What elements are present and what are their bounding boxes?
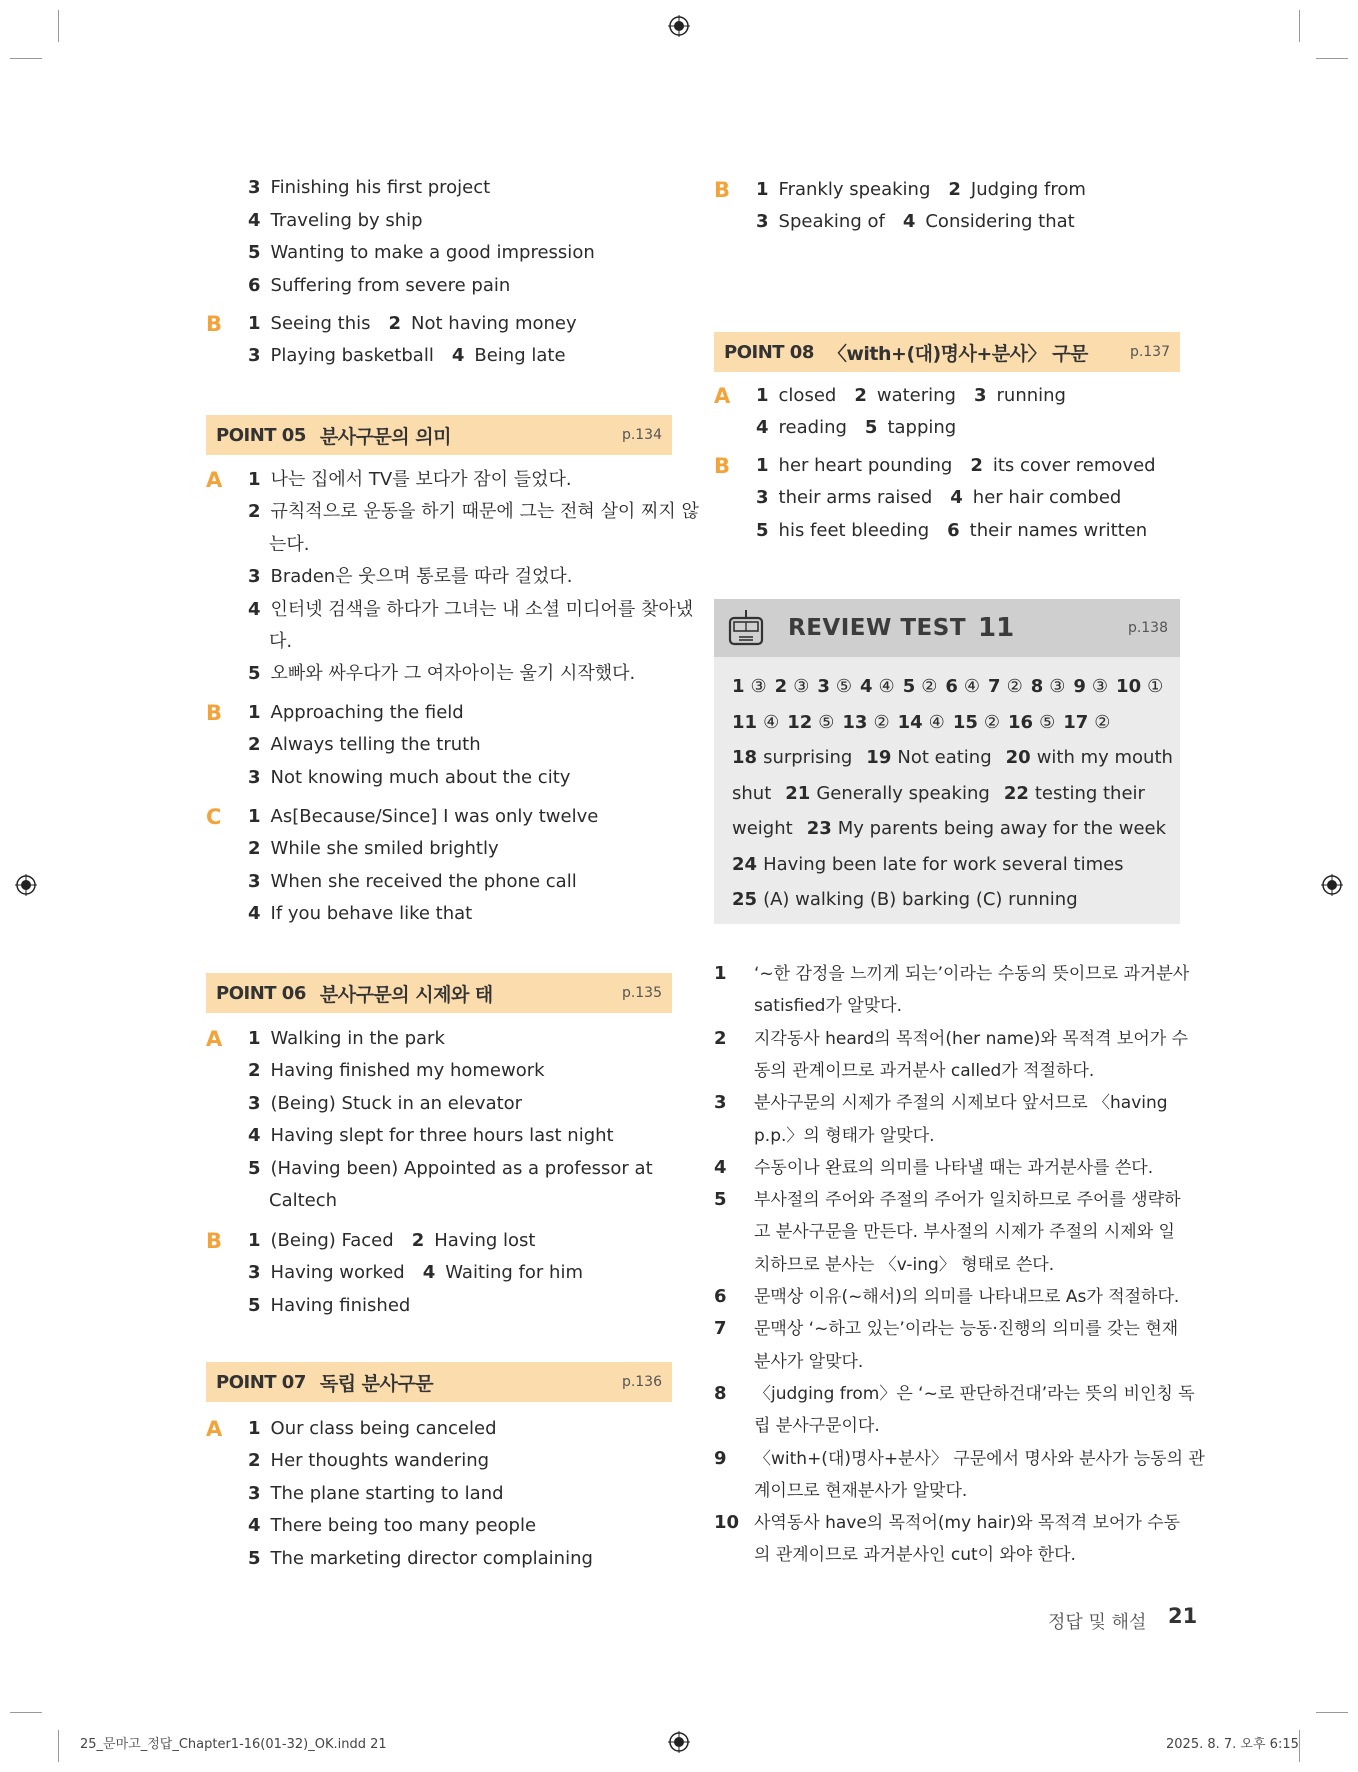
item-number: 24 xyxy=(732,853,758,875)
answer-line xyxy=(269,626,292,658)
crop-mark xyxy=(58,10,59,42)
item-number: 2 xyxy=(774,676,788,697)
answer-line xyxy=(248,1290,410,1322)
page-ref: p.137 xyxy=(1129,344,1170,360)
page-ref: p.135 xyxy=(621,985,662,1001)
answer-line xyxy=(248,1088,522,1120)
answer-line xyxy=(248,898,472,930)
answer-line xyxy=(248,1413,497,1445)
item-text: ② xyxy=(873,711,890,733)
item-number: 6 xyxy=(945,676,958,697)
review-number: 11 xyxy=(978,613,1015,643)
explanation-number: 2 xyxy=(714,1027,727,1049)
point-name: 분사구문의 시제와 태 xyxy=(319,983,493,1006)
item-text: shut xyxy=(732,782,772,804)
item-number: 2 xyxy=(248,734,261,756)
item-number: 4 xyxy=(248,1125,261,1147)
review-line xyxy=(732,882,1164,918)
item-number: 2 xyxy=(248,1060,261,1082)
item-text: Not having money xyxy=(411,313,577,334)
item-number: 4 xyxy=(902,211,916,232)
crop-mark xyxy=(1299,1730,1300,1762)
answer-line xyxy=(248,866,577,898)
item-number: 22 xyxy=(1003,782,1029,804)
item-text: ② xyxy=(983,711,1001,733)
answer-line xyxy=(248,1478,504,1510)
item-number: 15 xyxy=(952,711,978,733)
item-number: 5 xyxy=(864,417,878,438)
item-text: with my mouth xyxy=(1036,747,1173,768)
item-number: 1 xyxy=(248,469,261,490)
item-text: her heart pounding xyxy=(778,455,953,476)
item-text: their arms raised xyxy=(778,487,933,509)
answer-line xyxy=(269,529,310,561)
explanation-text: 치하므로 분사는 〈v-ing〉 형태로 쓴다. xyxy=(754,1254,1055,1275)
section-letter: B xyxy=(714,178,731,202)
item-number: 5 xyxy=(248,1157,261,1179)
item-number: 14 xyxy=(897,711,923,733)
explanation-text: 분사가 알맞다. xyxy=(754,1351,864,1372)
answer-line xyxy=(248,1023,445,1055)
item-number: 4 xyxy=(248,598,261,620)
item-text: ③ xyxy=(1049,676,1066,697)
item-number: 5 xyxy=(248,242,261,263)
answer-line xyxy=(248,496,699,528)
answer-line xyxy=(248,1543,593,1575)
item-text: Having been late for work several times xyxy=(763,853,1124,875)
item-text: ④ xyxy=(763,711,780,733)
item-text: While she smiled brightly xyxy=(270,838,499,860)
point-name: 독립 분사구문 xyxy=(319,1372,434,1395)
item-number: 3 xyxy=(248,1482,261,1504)
item-text: ③ xyxy=(1091,676,1109,697)
item-text: running xyxy=(996,385,1066,406)
item-number: 3 xyxy=(817,676,830,697)
answer-line xyxy=(248,172,490,204)
explanation-text: 부사절의 주어와 주절의 주어가 일치하므로 주어를 생략하 xyxy=(754,1190,1181,1211)
answer-line xyxy=(248,1510,536,1542)
item-number: 20 xyxy=(1005,747,1031,768)
item-text: ④ xyxy=(963,676,981,697)
item-text: Waiting for him xyxy=(445,1262,583,1284)
item-number: 2 xyxy=(248,501,261,523)
item-number: 10 xyxy=(1116,676,1142,697)
item-number: 1 xyxy=(248,1418,261,1439)
answer-line xyxy=(248,697,464,729)
item-number: 3 xyxy=(248,566,261,588)
answer-line xyxy=(248,833,499,865)
crop-mark xyxy=(58,1730,59,1762)
item-text: Finishing his first project xyxy=(270,177,491,198)
item-text: Traveling by ship xyxy=(270,209,423,231)
item-text: Having finished my homework xyxy=(270,1060,545,1082)
item-number: 3 xyxy=(248,1092,261,1114)
answer-line xyxy=(756,206,1075,238)
item-text: ⑤ xyxy=(835,676,853,697)
crop-mark xyxy=(1316,1712,1348,1713)
item-text: The plane starting to land xyxy=(270,1482,504,1504)
item-text: its cover removed xyxy=(992,455,1156,476)
item-text: 다. xyxy=(269,631,293,652)
item-text: tapping xyxy=(887,417,957,438)
page-ref: p.136 xyxy=(621,1374,662,1390)
registration-mark-icon xyxy=(668,1731,690,1753)
point-label: POINT 06 xyxy=(216,982,306,1004)
answer-line xyxy=(248,1153,653,1185)
item-number: 3 xyxy=(756,487,769,509)
item-number: 5 xyxy=(756,519,769,541)
item-text: their names written xyxy=(969,519,1148,541)
item-text: My parents being away for the week xyxy=(837,818,1167,839)
answer-line xyxy=(756,412,956,444)
review-line xyxy=(732,740,1173,776)
item-text: ② xyxy=(1094,711,1111,733)
item-text: ① xyxy=(1147,676,1164,697)
section-letter: A xyxy=(206,468,223,492)
item-text: 는다. xyxy=(269,533,310,555)
item-number: 4 xyxy=(756,417,769,438)
review-line xyxy=(732,669,1164,705)
review-test-answers xyxy=(714,657,1180,924)
answer-line xyxy=(248,658,635,690)
item-text: Our class being canceled xyxy=(270,1418,497,1439)
answer-line xyxy=(248,205,423,237)
explanation-text: 지각동사 heard의 목적어(her name)와 목적격 보어가 수 xyxy=(754,1028,1189,1049)
item-text: Having slept for three hours last night xyxy=(270,1125,614,1147)
item-number: 21 xyxy=(785,782,811,804)
answer-line xyxy=(248,594,693,626)
item-number: 9 xyxy=(1073,676,1086,697)
item-text: reading xyxy=(778,417,847,438)
point05-header xyxy=(206,415,672,455)
item-number: 25 xyxy=(732,889,758,910)
point-name: 분사구문의 의미 xyxy=(319,425,451,448)
explanation-number: 5 xyxy=(714,1189,727,1211)
explanation-number: 4 xyxy=(714,1156,727,1178)
item-number: 4 xyxy=(451,345,465,366)
registration-mark-icon xyxy=(1321,874,1343,896)
explanation-number: 6 xyxy=(714,1286,727,1307)
item-text: Her thoughts wandering xyxy=(270,1450,490,1472)
answer-line xyxy=(248,1225,535,1257)
item-text: ④ xyxy=(878,676,895,697)
item-number: 7 xyxy=(988,676,1001,697)
item-text: Having lost xyxy=(434,1230,536,1251)
review-title: REVIEW TEST xyxy=(788,615,967,641)
footer-section-title: 정답 및 해설 xyxy=(1048,1612,1147,1633)
answer-line xyxy=(756,482,1121,514)
explanation-text: 고 분사구문을 만든다. 부사절의 시제가 주절의 시제와 일 xyxy=(754,1222,1175,1243)
item-number: 17 xyxy=(1063,711,1089,733)
section-letter: A xyxy=(206,1417,223,1441)
item-text: Generally speaking xyxy=(816,782,990,804)
item-text: his feet bleeding xyxy=(778,519,930,541)
point06-header xyxy=(206,973,672,1013)
point07-header xyxy=(206,1362,672,1402)
item-number: 1 xyxy=(248,702,261,723)
explanation-number: 1 xyxy=(714,963,727,984)
answer-line xyxy=(248,308,577,340)
section-letter: A xyxy=(714,384,731,408)
explanation-text: 동의 관계이므로 과거분사 called가 적절하다. xyxy=(754,1060,1095,1081)
registration-mark-icon xyxy=(668,15,690,37)
item-number: 13 xyxy=(842,711,868,733)
item-number: 18 xyxy=(732,747,758,768)
section-letter: A xyxy=(206,1027,223,1051)
item-text: ⑤ xyxy=(818,711,835,733)
answer-line xyxy=(756,380,1066,412)
explanation-text: 〈with+(대)명사+분사〉 구문에서 명사와 분사가 능동의 관 xyxy=(754,1448,1205,1469)
explanation-text: 계이므로 현재분사가 알맞다. xyxy=(754,1480,968,1501)
item-text: (Being) Stuck in an elevator xyxy=(270,1092,523,1114)
answer-line xyxy=(756,174,1086,206)
review-line xyxy=(732,811,1167,847)
item-text: ④ xyxy=(928,711,945,733)
item-text: Approaching the field xyxy=(270,702,464,723)
answer-line xyxy=(756,450,1156,482)
item-text: (Having been) Appointed as a professor at xyxy=(270,1157,653,1179)
item-text: ③ xyxy=(750,676,767,697)
section-letter: B xyxy=(206,701,223,725)
item-number: 1 xyxy=(756,385,769,406)
item-number: 5 xyxy=(902,676,916,697)
item-number: 6 xyxy=(248,274,261,296)
item-text: ② xyxy=(1006,676,1023,697)
item-text: The marketing director complaining xyxy=(270,1547,593,1569)
explanation-text: 립 분사구문이다. xyxy=(754,1416,880,1437)
explanation-text: 수동이나 완료의 의미를 나타낼 때는 과거분사를 쓴다. xyxy=(754,1157,1154,1178)
page-number: 21 xyxy=(1168,1604,1198,1628)
crop-mark xyxy=(1316,58,1348,59)
item-text: (Being) Faced xyxy=(270,1230,394,1251)
item-text: 인터넷 검색을 하다가 그녀는 내 소셜 미디어를 찾아냈 xyxy=(270,598,694,620)
item-number: 19 xyxy=(866,747,892,768)
answer-line xyxy=(248,1445,489,1477)
answer-line xyxy=(248,1120,614,1152)
item-number: 5 xyxy=(248,663,261,685)
item-text: surprising xyxy=(763,747,853,768)
answer-line xyxy=(248,762,570,794)
item-number: 4 xyxy=(422,1262,436,1284)
item-number: 2 xyxy=(248,838,261,860)
explanation-text: 〈judging from〉은 ‘~로 판단하건대’라는 뜻의 비인칭 독 xyxy=(754,1383,1195,1404)
item-text: (A) walking (B) barking (C) running xyxy=(763,889,1078,910)
review-line xyxy=(732,847,1164,883)
explanation-number: 8 xyxy=(714,1382,727,1404)
item-number: 3 xyxy=(973,385,987,406)
point08-header xyxy=(714,332,1180,372)
item-number: 11 xyxy=(732,711,758,733)
item-number: 4 xyxy=(248,1515,261,1537)
page-ref: p.138 xyxy=(1127,620,1168,636)
explanation-text: 분사구문의 시제가 주절의 시제보다 앞서므로 〈having xyxy=(754,1093,1168,1114)
cable-car-icon xyxy=(726,610,766,646)
explanation-number: 10 xyxy=(714,1512,740,1534)
item-number: 2 xyxy=(948,179,961,200)
item-number: 1 xyxy=(248,313,261,334)
item-text: closed xyxy=(778,385,837,406)
item-text: ② xyxy=(921,676,938,697)
answer-line xyxy=(248,1257,583,1289)
item-text: There being too many people xyxy=(270,1515,537,1537)
item-text: ⑤ xyxy=(1039,711,1056,733)
item-text: Seeing this xyxy=(270,313,371,334)
item-number: 1 xyxy=(248,806,261,827)
item-text: 나는 집에서 TV를 보다가 잠이 들었다. xyxy=(270,469,572,490)
point-name: 〈with+(대)명사+분사〉 구문 xyxy=(827,342,1088,365)
answer-line xyxy=(269,1185,337,1217)
crop-mark xyxy=(10,58,42,59)
answer-line xyxy=(248,270,510,302)
item-text: testing their xyxy=(1034,782,1145,804)
item-text: Having finished xyxy=(270,1294,411,1316)
item-number: 2 xyxy=(248,1450,261,1472)
item-text: Not knowing much about the city xyxy=(270,766,571,788)
explanation-text: 사역동사 have의 목적어(my hair)와 목적격 보어가 수동 xyxy=(754,1513,1181,1534)
section-letter: B xyxy=(714,454,731,478)
item-number: 2 xyxy=(854,385,867,406)
item-number: 4 xyxy=(860,676,873,697)
explanation-number: 7 xyxy=(714,1318,727,1340)
item-number: 2 xyxy=(411,1230,425,1251)
item-text: 규칙적으로 운동을 하기 때문에 그는 전혀 살이 찌지 않 xyxy=(270,501,699,523)
item-number: 3 xyxy=(248,345,261,366)
item-text: Not eating xyxy=(897,747,992,768)
explanation-number: 3 xyxy=(714,1092,727,1114)
item-number: 4 xyxy=(950,487,963,509)
item-text: Speaking of xyxy=(778,211,885,232)
explanation-text: 의 관계이므로 과거분사인 cut이 와야 한다. xyxy=(754,1545,1076,1566)
item-text: Playing basketball xyxy=(270,345,434,366)
point-label: POINT 07 xyxy=(216,1371,306,1393)
explanation-text: 문맥상 ‘~하고 있는’이라는 능동·진행의 의미를 갖는 현재 xyxy=(754,1319,1179,1340)
explanation-text: p.p.〉의 형태가 알맞다. xyxy=(754,1125,935,1146)
item-text: When she received the phone call xyxy=(270,870,577,892)
item-number: 6 xyxy=(947,519,960,541)
item-number: 3 xyxy=(248,1262,261,1284)
item-text: 오빠와 싸우다가 그 여자아이는 울기 시작했다. xyxy=(270,663,636,685)
slug-date: 2025. 8. 7. 오후 6:15 xyxy=(1166,1737,1299,1752)
item-text: weight xyxy=(732,818,793,839)
answer-line xyxy=(248,464,572,496)
item-number: 1 xyxy=(756,179,769,200)
item-text: Walking in the park xyxy=(270,1028,445,1049)
item-text: Wanting to make a good impression xyxy=(270,242,595,263)
item-number: 1 xyxy=(248,1230,261,1251)
crop-mark xyxy=(10,1712,42,1713)
item-text: Being late xyxy=(474,345,566,366)
section-letter: B xyxy=(206,312,223,336)
item-number: 12 xyxy=(787,711,813,733)
review-test-header xyxy=(714,599,1180,657)
point-label: POINT 05 xyxy=(216,424,306,446)
item-text: Braden은 웃으며 통로를 따라 걸었다. xyxy=(270,566,573,588)
item-text: Considering that xyxy=(925,211,1075,232)
item-number: 3 xyxy=(248,177,261,198)
answer-line xyxy=(756,515,1147,547)
review-line xyxy=(732,776,1164,812)
explanation-text: ‘~한 감정을 느끼게 되는’이라는 수동의 뜻이므로 과거분사 xyxy=(754,964,1190,984)
section-letter: C xyxy=(206,805,222,829)
item-number: 2 xyxy=(970,455,983,476)
item-number: 3 xyxy=(756,211,769,232)
review-line xyxy=(732,705,1164,741)
item-number: 5 xyxy=(248,1294,261,1316)
explanation-number: 9 xyxy=(714,1447,727,1469)
item-number: 2 xyxy=(388,313,402,334)
answer-line xyxy=(248,237,595,269)
item-number: 1 xyxy=(248,1028,261,1049)
item-number: 1 xyxy=(732,676,745,697)
item-number: 4 xyxy=(248,209,261,231)
item-text: ③ xyxy=(793,676,810,697)
registration-mark-icon xyxy=(15,874,37,896)
item-text: As[Because/Since] I was only twelve xyxy=(270,806,599,827)
answer-line xyxy=(248,729,481,761)
item-text: Judging from xyxy=(970,179,1086,200)
item-text: Having worked xyxy=(270,1262,405,1284)
item-number: 16 xyxy=(1008,711,1034,733)
item-text: Always telling the truth xyxy=(270,734,481,756)
slug-file: 25_문마고_정답_Chapter1-16(01-32)_OK.indd 21 xyxy=(80,1737,387,1752)
item-text: Frankly speaking xyxy=(778,179,931,200)
section-letter: B xyxy=(206,1229,223,1253)
item-number: 5 xyxy=(248,1547,261,1569)
item-text: Suffering from severe pain xyxy=(270,274,511,296)
item-number: 1 xyxy=(756,455,769,476)
item-text: Caltech xyxy=(269,1190,338,1211)
item-number: 4 xyxy=(248,903,261,925)
item-text: watering xyxy=(876,385,956,406)
answer-line xyxy=(248,1055,545,1087)
item-number: 3 xyxy=(248,870,261,892)
item-number: 23 xyxy=(806,818,832,839)
item-number: 8 xyxy=(1030,676,1044,697)
explanation-text: 문맥상 이유(~해서)의 의미를 나타내므로 As가 적절하다. xyxy=(754,1287,1180,1307)
answer-line xyxy=(248,561,572,593)
explanation-text: satisfied가 알맞다. xyxy=(754,996,902,1017)
point-label: POINT 08 xyxy=(724,341,814,363)
page-ref: p.134 xyxy=(621,427,662,443)
answer-line xyxy=(248,340,566,372)
item-number: 3 xyxy=(248,766,261,788)
item-text: her hair combed xyxy=(972,487,1122,509)
crop-mark xyxy=(1299,10,1300,42)
answer-line xyxy=(248,801,598,833)
item-text: If you behave like that xyxy=(270,903,473,925)
